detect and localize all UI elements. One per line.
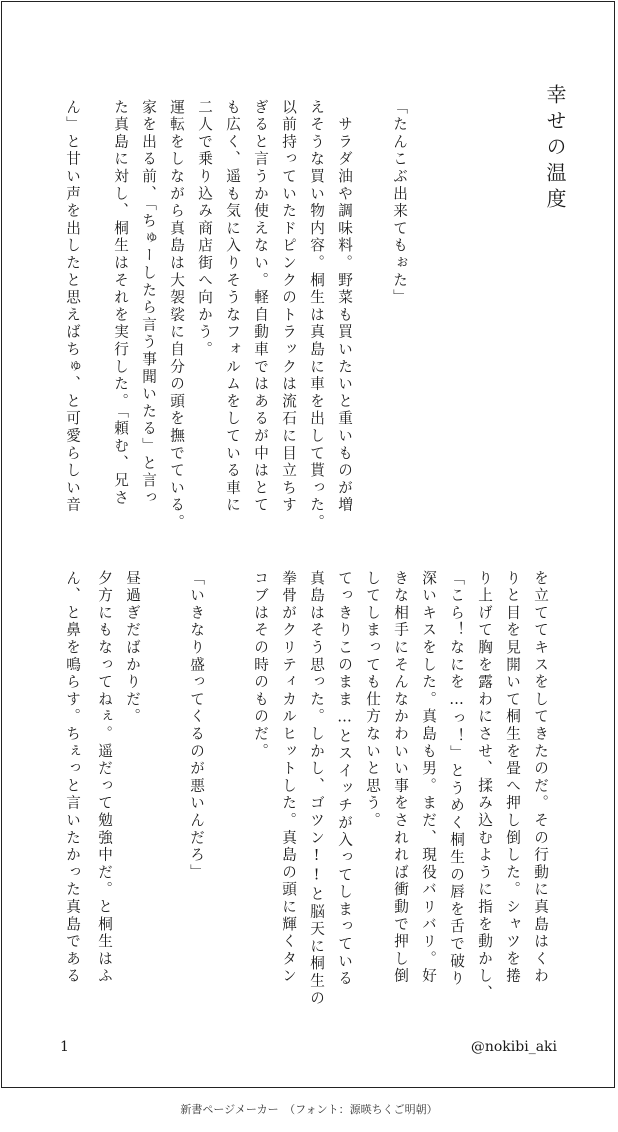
text-column: を立ててキスをしてきたのだ。その行動に真島はくわ bbox=[532, 570, 549, 986]
text-column: 家を出る前、「ちゅーしたら言う事聞いたる」と言っ bbox=[140, 99, 157, 507]
text-column: ん」と甘い声を出したと思えばちゅ、と可愛らしい音 bbox=[64, 99, 81, 515]
text-column: してしまっても仕方ないと思う。 bbox=[364, 570, 381, 830]
text-column: も広く、遥も気に入りそうなフォルムをしている車に bbox=[224, 99, 241, 515]
text-column: 真島はそう思った。しかし、ゴツン!!と脳天に桐生の bbox=[308, 570, 325, 1008]
text-column: た真島に対し、桐生はそれを実行した。「頼む、兄さ bbox=[112, 99, 129, 507]
footer-caption: 新書ページメーカー （フォント：源暎ちくご明朝） bbox=[180, 1103, 438, 1116]
page-number: 1 bbox=[60, 1039, 69, 1055]
text-column: きな相手にそんなかわいい事をされれば衝動で押し倒 bbox=[392, 570, 409, 986]
text-column: 「たんこぶ出来てもぉた」 bbox=[391, 99, 408, 307]
text-column: ぎると言うか使えない。軽自動車ではあるが中はとて bbox=[252, 99, 269, 515]
text-column: 夕方にもなってねぇ。遥だって勉強中だ。と桐生はふ bbox=[96, 570, 113, 986]
text-column: りと目を見開いて桐生を畳へ押し倒した。シャツを捲 bbox=[504, 570, 521, 986]
story-title: 幸せの温度 bbox=[543, 84, 567, 214]
text-column: り上げて胸を露わにさせ、揉み込むように指を動かし、 bbox=[476, 570, 493, 1003]
text-column: 深いキスをした。真島も男。まだ、現役バリバリ。好 bbox=[420, 570, 437, 986]
text-column: えそうな買い物内容。桐生は真島に車を出して貰った。 bbox=[308, 99, 325, 532]
text-column: 昼過ぎだばかりだ。 bbox=[124, 570, 141, 726]
text-column: 以前持っていたドピンクのトラックは流石に目立ちす bbox=[280, 99, 297, 515]
text-column: コブはその時のものだ。 bbox=[252, 570, 269, 761]
text-column: てっきりこのまま…とスイッチが入ってしまっている bbox=[336, 570, 353, 988]
manuscript-page bbox=[1, 1, 615, 1088]
text-column: 拳骨がクリティカルヒットした。真島の頭に輝くタン bbox=[280, 570, 297, 986]
text-column: 「こら！なにを…っ！」とうめく桐生の唇を舌で破り bbox=[448, 570, 465, 988]
text-column: 二人で乗り込み商店街へ向かう。 bbox=[196, 99, 213, 359]
author-handle: @nokibi_aki bbox=[470, 1039, 557, 1055]
text-column: ん、と鼻を鳴らす。ちぇっと言いたかった真島である bbox=[64, 570, 81, 986]
text-column: サラダ油や調味料。野菜も買いたいと重いものが増 bbox=[336, 99, 353, 515]
text-column: 「いきなり盛ってくるのが悪いんだろ」 bbox=[188, 570, 205, 882]
text-column: 運転をしながら真島は大袈裟に自分の頭を撫でている。 bbox=[168, 99, 185, 532]
